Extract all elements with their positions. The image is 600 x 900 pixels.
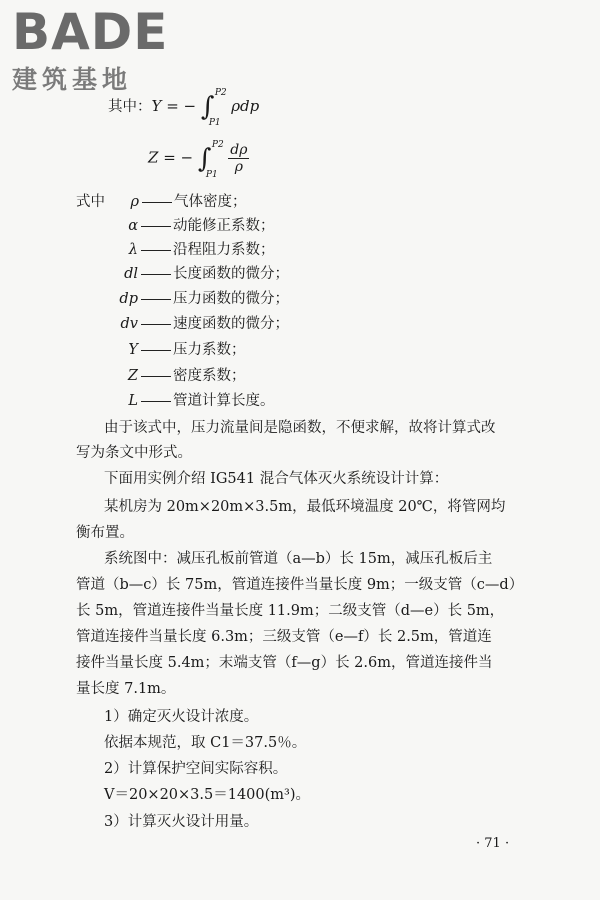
paragraph-line: 管道（b—c）长 75m，管道连接件当量长度 9m；一级支管（c—d） (76, 577, 524, 593)
formula-z-integral (197, 139, 224, 180)
integral-sign: ∫ (200, 92, 215, 122)
definition-symbol: Z (127, 368, 138, 384)
definition-dash (141, 324, 171, 325)
definition-text: 压力系数； (173, 342, 246, 358)
page-number: · 71 · (476, 836, 510, 851)
definition-text: 沿程阻力系数； (173, 242, 275, 258)
definition-dash (141, 401, 171, 402)
definition-symbol: dl (124, 266, 138, 282)
formula-z-eq: = − (163, 148, 194, 167)
definition-symbol: λ (128, 242, 138, 258)
step-heading: 2）计算保护空间实际容积。 (104, 761, 288, 777)
definition-symbol: ρ (130, 194, 139, 210)
formula-y-integrand: ρdp (231, 97, 260, 115)
definition-row (104, 391, 275, 411)
definition-dash (141, 350, 171, 351)
definition-text: 动能修正系数； (173, 218, 275, 234)
definition-dash (141, 226, 171, 227)
step-heading: 1）确定灭火设计浓度。 (104, 709, 259, 725)
definition-dash (142, 202, 172, 203)
paragraph-line: 长 5m，管道连接件当量长度 11.9m；二级支管（d—e）长 5m， (76, 603, 505, 619)
logo-subtitle: 建筑基地 (12, 65, 133, 94)
definition-text: 密度系数； (173, 368, 246, 384)
paragraph-line: 系统图中：减压孔板前管道（a—b）长 15m，减压孔板后主 (104, 551, 493, 567)
logo (12, 3, 169, 96)
formula-y-lhs: Y (151, 97, 162, 115)
formula-z-denominator: ρ (234, 159, 243, 175)
definitions-lead: 式中 (76, 194, 105, 210)
paragraph-line: 量长度 7.1m。 (76, 681, 176, 697)
formula-z (148, 139, 249, 180)
definition-symbol: L (128, 393, 138, 409)
definition-symbol: Y (128, 342, 138, 358)
step-heading: 3）计算灭火设计用量。 (104, 814, 259, 830)
step-body: 依据本规范，取 C1＝37.5％。 (104, 735, 307, 751)
formula-y-label: 其中： (108, 99, 152, 115)
definition-dash (141, 274, 171, 275)
definition-dash (141, 299, 171, 300)
definition-symbol: α (128, 218, 138, 234)
paragraph-line: 接件当量长度 5.4m；末端支管（f—g）长 2.6m，管道连接件当 (76, 655, 493, 671)
formula-z-fraction (228, 142, 249, 175)
definition-row (104, 314, 289, 334)
step-body: V＝20×20×3.5＝1400(m³)。 (104, 787, 311, 803)
definition-row (104, 289, 289, 309)
integral-sign: ∫ (197, 143, 212, 174)
paragraph-line: 由于该式中，压力流量间是隐函数，不便求解，故将计算式改 (104, 420, 496, 436)
paragraph-line: 下面用实例介绍 IG541 混合气体灭火系统设计计算： (104, 471, 449, 487)
definition-text: 长度函数的微分； (173, 266, 289, 282)
paragraph-line: 写为条文中形式。 (76, 445, 192, 461)
definition-row (76, 192, 247, 212)
formula-z-upper: P2 (211, 139, 224, 150)
formula-y-integral (200, 88, 227, 128)
formula-y-eq: = − (166, 97, 197, 115)
formula-y-upper: P2 (214, 88, 227, 98)
definition-text: 速度函数的微分； (173, 316, 289, 332)
definition-text: 气体密度； (174, 194, 247, 210)
definition-symbol: dp (119, 291, 138, 307)
formula-y (108, 88, 260, 128)
paragraph-line: 衡布置。 (76, 525, 134, 541)
formula-z-lower: P1 (205, 169, 218, 180)
paragraph-line: 管道连接件当量长度 6.3m；三级支管（e—f）长 2.5m，管道连 (76, 629, 492, 645)
definition-row (104, 240, 275, 260)
formula-y-lower: P1 (208, 118, 221, 128)
definition-row (104, 340, 246, 360)
logo-mark: BADE (12, 3, 169, 61)
definition-text: 管道计算长度。 (173, 393, 275, 409)
definition-dash (141, 250, 171, 251)
definition-row (104, 216, 275, 236)
definition-dash (141, 376, 171, 377)
definition-text: 压力函数的微分； (173, 291, 289, 307)
definition-row (104, 264, 289, 284)
definition-row (104, 366, 246, 386)
paragraph-line: 某机房为 20m×20m×3.5m，最低环境温度 20℃，将管网均 (104, 499, 506, 515)
formula-z-numerator: dρ (230, 142, 248, 158)
formula-z-lhs: Z (148, 148, 159, 167)
definition-symbol: dv (120, 316, 138, 332)
